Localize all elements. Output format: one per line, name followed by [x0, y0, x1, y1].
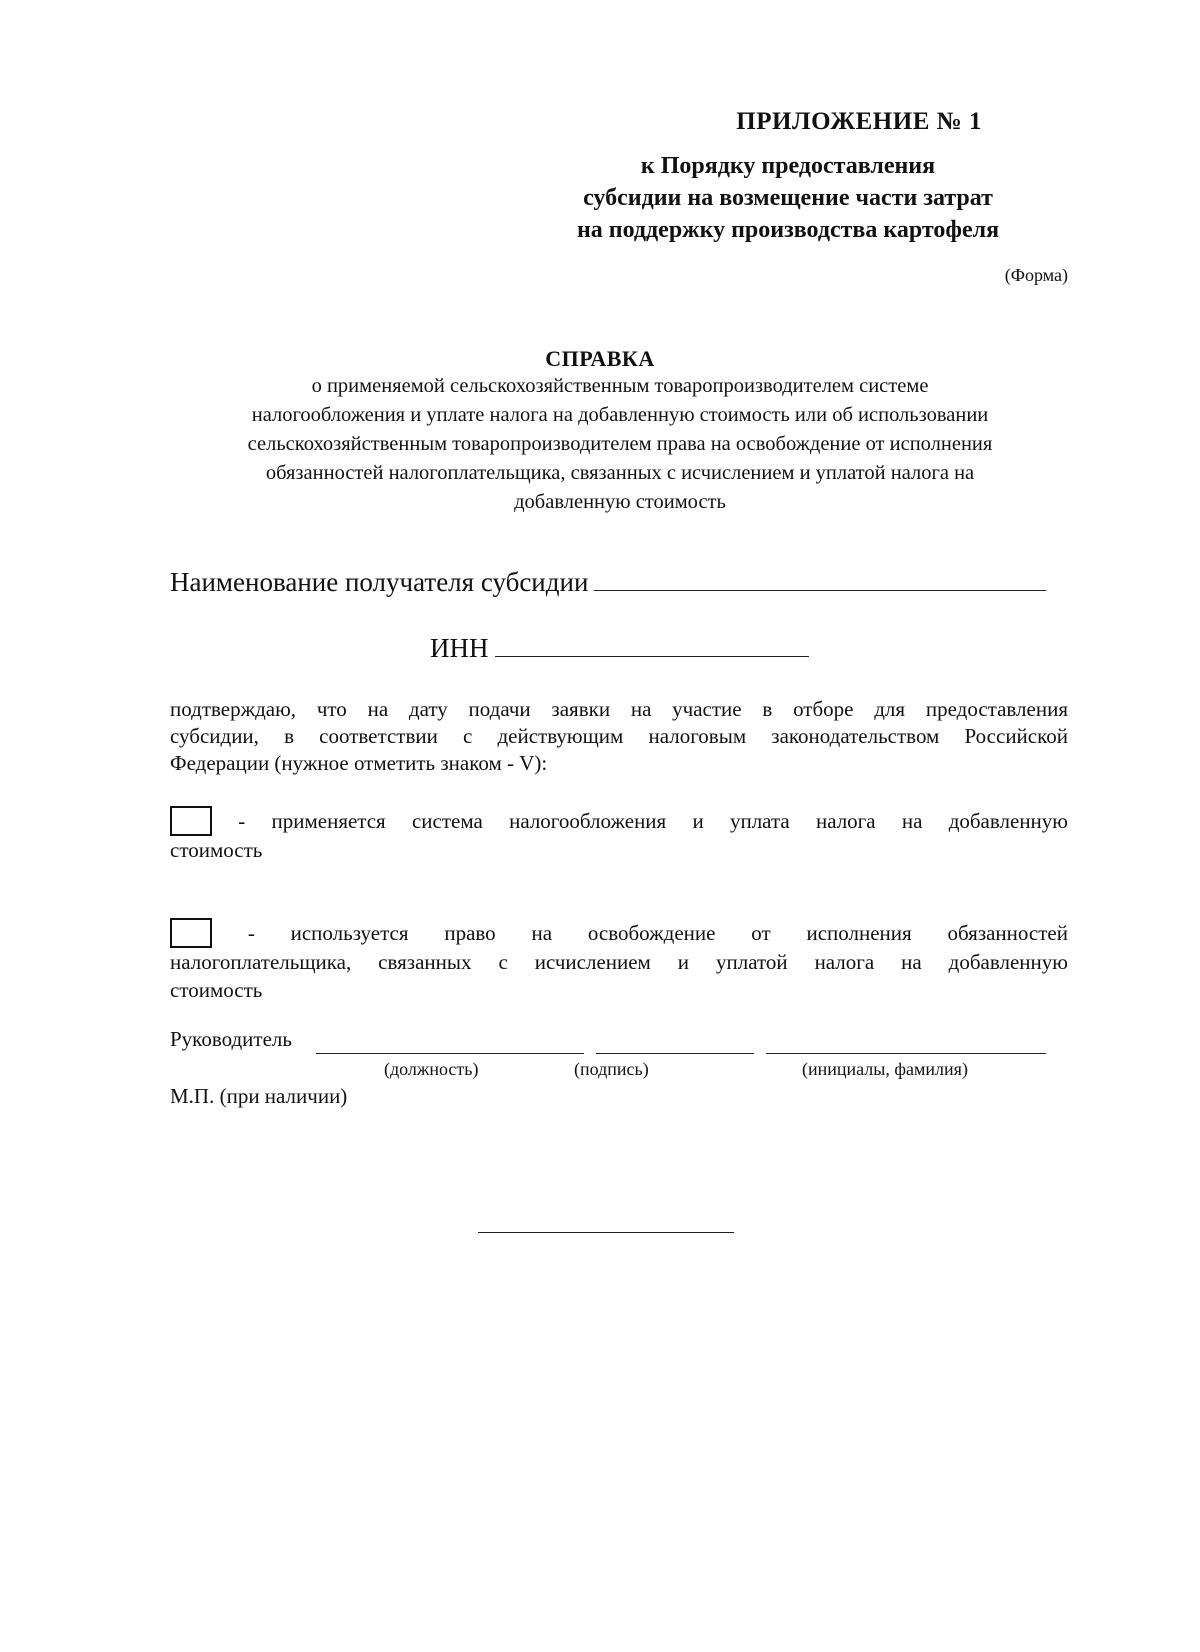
option-word: применяется	[271, 809, 386, 833]
option-word: на	[901, 950, 922, 974]
inn-row	[430, 632, 809, 664]
option-word: налогообложения	[509, 809, 667, 833]
option-word: освобождение	[587, 921, 716, 945]
option-line: стоимость	[170, 838, 263, 862]
option-word: налога	[815, 809, 876, 833]
description-line: налогообложения и уплате налога на добавленную стоимость или об использовании	[251, 404, 989, 426]
appendix-title: ПРИЛОЖЕНИЕ № 1	[736, 108, 982, 135]
stamp-label: М.П. (при наличии)	[170, 1084, 348, 1108]
footer-divider	[478, 1232, 734, 1233]
form-label: (Форма)	[1004, 265, 1068, 285]
option-word: используется	[290, 921, 409, 945]
signature-block	[170, 1027, 1070, 1087]
option-dash: -	[238, 809, 246, 833]
option-word: исчислением	[534, 950, 651, 974]
option-word: на	[901, 809, 923, 833]
option-dash: -	[247, 921, 255, 945]
option-word: и	[677, 950, 690, 974]
option-first-line	[170, 806, 1068, 836]
recipient-label: Наименование получателя субсидии	[170, 567, 589, 597]
description-line: сельскохозяйственным товаропроизводителем права на освобождение от исполнения	[247, 433, 993, 455]
option-vat-exemption	[170, 918, 1068, 1004]
document-description	[170, 372, 1070, 517]
option-word: с	[498, 950, 508, 974]
option-word: налогоплательщика,	[170, 950, 352, 974]
option-checkbox[interactable]	[170, 918, 212, 948]
appendix-subtitle-line: к Порядку предоставления	[640, 153, 936, 179]
confirmation-line: подтверждаю, что на дату подачи заявки на участие в отборе для предоставления	[170, 697, 1068, 721]
option-word: на	[531, 921, 553, 945]
option-word: обязанностей	[947, 921, 1068, 945]
option-word: право	[444, 921, 496, 945]
confirmation-line: субсидии, в соответствии с действующим налоговым законодательством Российской	[170, 724, 1068, 748]
option-second-line	[170, 948, 1068, 976]
option-word: добавленную	[948, 809, 1068, 833]
position-line[interactable]	[316, 1053, 584, 1054]
option-first-line	[170, 918, 1068, 948]
option-word: связанных	[378, 950, 472, 974]
description-line: обязанностей налогоплательщика, связанных с исчислением и уплатой налога на	[265, 462, 975, 484]
position-caption: (должность)	[384, 1059, 479, 1079]
name-line[interactable]	[766, 1053, 1046, 1054]
option-word: налога	[814, 950, 875, 974]
name-caption: (инициалы, фамилия)	[802, 1059, 968, 1079]
option-word: исполнения	[806, 921, 912, 945]
appendix-subtitle-line: на поддержку производства картофеля	[576, 217, 1000, 243]
confirmation-line: Федерации (нужное отметить знаком - V):	[170, 751, 548, 775]
confirmation-paragraph	[170, 696, 1068, 777]
option-word: и	[692, 809, 704, 833]
appendix-subtitle-line: субсидии на возмещение части затрат	[583, 185, 993, 211]
appendix-subtitle	[508, 150, 1068, 246]
description-line: о применяемой сельскохозяйственным товаропроизводителем системе	[311, 375, 929, 397]
option-checkbox[interactable]	[170, 806, 212, 836]
signature-caption: (подпись)	[574, 1059, 649, 1079]
inn-label: ИНН	[430, 633, 489, 663]
document-title: СПРАВКА	[545, 346, 655, 371]
option-word: уплата	[729, 809, 790, 833]
signature-line[interactable]	[596, 1053, 754, 1054]
inn-field[interactable]	[495, 632, 809, 657]
option-line: стоимость	[170, 978, 263, 1002]
option-word: система	[411, 809, 483, 833]
option-word: от	[751, 921, 771, 945]
option-word: уплатой	[715, 950, 788, 974]
option-vat-system	[170, 806, 1068, 864]
recipient-row	[170, 566, 1046, 598]
option-word: добавленную	[948, 950, 1068, 974]
recipient-field[interactable]	[594, 566, 1046, 591]
signature-label: Руководитель	[170, 1027, 292, 1051]
description-line: добавленную стоимость	[514, 491, 726, 513]
